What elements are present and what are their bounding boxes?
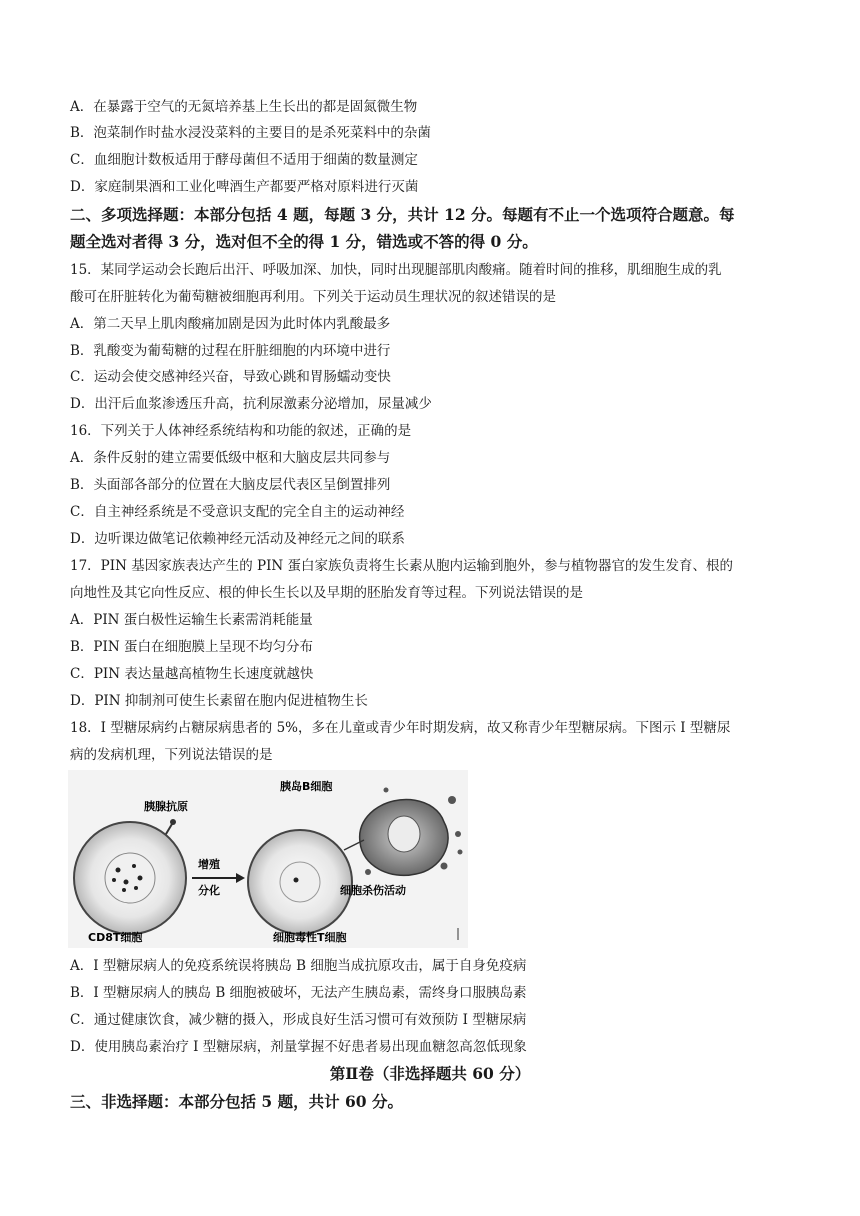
section2-heading-line1: 二、多项选择题：本部分包括 4 题，每题 3 分，共计 12 分。每题有不止一个选项符合题意。每 [70,205,735,224]
q18-option-a: A．I 型糖尿病人的免疫系统误将胰岛 B 细胞当成抗原攻击，属于自身免疫病 [70,958,527,974]
label-differentiate: 分化 [198,884,220,897]
q15-option-a: A．第二天早上肌肉酸痛加剧是因为此时体内乳酸最多 [70,316,391,332]
q15-option-c: C．运动会使交感神经兴奋，导致心跳和胃肠蠕动变快 [70,369,391,385]
q17-stem-line1: 17．PIN 基因家族表达产生的 PIN 蛋白家族负责将生长素从胞内运输到胞外，参与植物器官的发生发育、根的 [70,558,734,574]
q14-option-a: A．在暴露于空气的无氮培养基上生长出的都是固氮微生物 [70,99,418,115]
q18-stem-line2: 病的发病机理，下列说法错误的是 [70,747,273,763]
q16-option-a: A．条件反射的建立需要低级中枢和大脑皮层共同参与 [70,450,391,466]
q18-stem-line1: 18．I 型糖尿病约占糖尿病患者的 5%，多在儿童或青少年时期发病，故又称青少年型糖尿病。下图示 I 型糖尿 [70,720,731,736]
cd8t-nucleus [105,853,155,903]
q15-stem-line2: 酸可在肝脏转化为葡萄糖被细胞再利用。下列关于运动员生理状况的叙述错误的是 [70,289,556,305]
label-killing-activity: 细胞杀伤活动 [340,884,406,897]
label-islet-b-cell: 胰岛B细胞 [280,780,333,793]
q17-option-b: B．PIN 蛋白在细胞膜上呈现不均匀分布 [70,639,313,655]
q15-option-b: B．乳酸变为葡萄糖的过程在肝脏细胞的内环境中进行 [70,343,391,359]
islet-b-nucleus [388,816,420,852]
cytotoxic-nucleus [280,862,320,902]
q16-stem: 16．下列关于人体神经系统结构和功能的叙述，正确的是 [70,423,412,439]
q17-option-a: A．PIN 蛋白极性运输生长素需消耗能量 [70,612,313,628]
q18-option-d: D．使用胰岛素治疗 I 型糖尿病，剂量掌握不好患者易出现血糖忽高忽低现象 [70,1039,527,1055]
label-pancreatic-antigen: 胰腺抗原 [144,800,188,813]
q18-option-c: C．通过健康饮食，减少糖的摄入，形成良好生活习惯可有效预防 I 型糖尿病 [70,1012,527,1028]
q17-stem-line2: 向地性及其它向性反应、根的伸长生长以及早期的胚胎发育等过程。下列说法错误的是 [70,585,583,601]
label-cd8t-cell: CD8T细胞 [88,931,143,944]
section2-heading-line2: 题全选对者得 3 分，选对但不全的得 1 分，错选或不答的得 0 分。 [70,232,538,251]
q15-stem-line1: 15．某同学运动会长跑后出汗、呼吸加深、加快，同时出现腿部肌肉酸痛。随着时间的推移，肌细胞生成的乳 [70,262,722,278]
part2-title: 第Ⅱ卷（非选择题共 60 分） [329,1064,531,1083]
q14-option-b: B．泡菜制作时盐水浸没菜料的主要目的是杀死菜料中的杂菌 [70,125,431,141]
q16-option-c: C．自主神经系统是不受意识支配的完全自主的运动神经 [70,504,405,520]
diabetes-mechanism-figure [68,770,468,948]
q17-option-d: D．PIN 抑制剂可使生长素留在胞内促进植物生长 [70,693,368,709]
q18-option-b: B．I 型糖尿病人的胰岛 B 细胞被破坏，无法产生胰岛素，需终身口服胰岛素 [70,985,527,1001]
cytotoxic-granule [294,878,299,883]
q14-option-d: D．家庭制果酒和工业化啤酒生产都要严格对原料进行灭菌 [70,179,419,195]
antigen-dot [170,819,176,825]
q16-option-b: B．头面部各部分的位置在大脑皮层代表区呈倒置排列 [70,477,391,493]
q14-option-c: C．血细胞计数板适用于酵母菌但不适用于细菌的数量测定 [70,152,418,168]
q16-option-d: D．边听课边做笔记依赖神经元活动及神经元之间的联系 [70,531,405,547]
q17-option-c: C．PIN 表达量越高植物生长速度就越快 [70,666,314,682]
section3-heading: 三、非选择题：本部分包括 5 题，共计 60 分。 [70,1092,403,1111]
label-proliferate: 增殖 [198,858,220,871]
label-cytotoxic-t-cell: 细胞毒性T细胞 [273,931,347,944]
q15-option-d: D．出汗后血浆渗透压升高，抗利尿激素分泌增加，尿量减少 [70,396,432,412]
